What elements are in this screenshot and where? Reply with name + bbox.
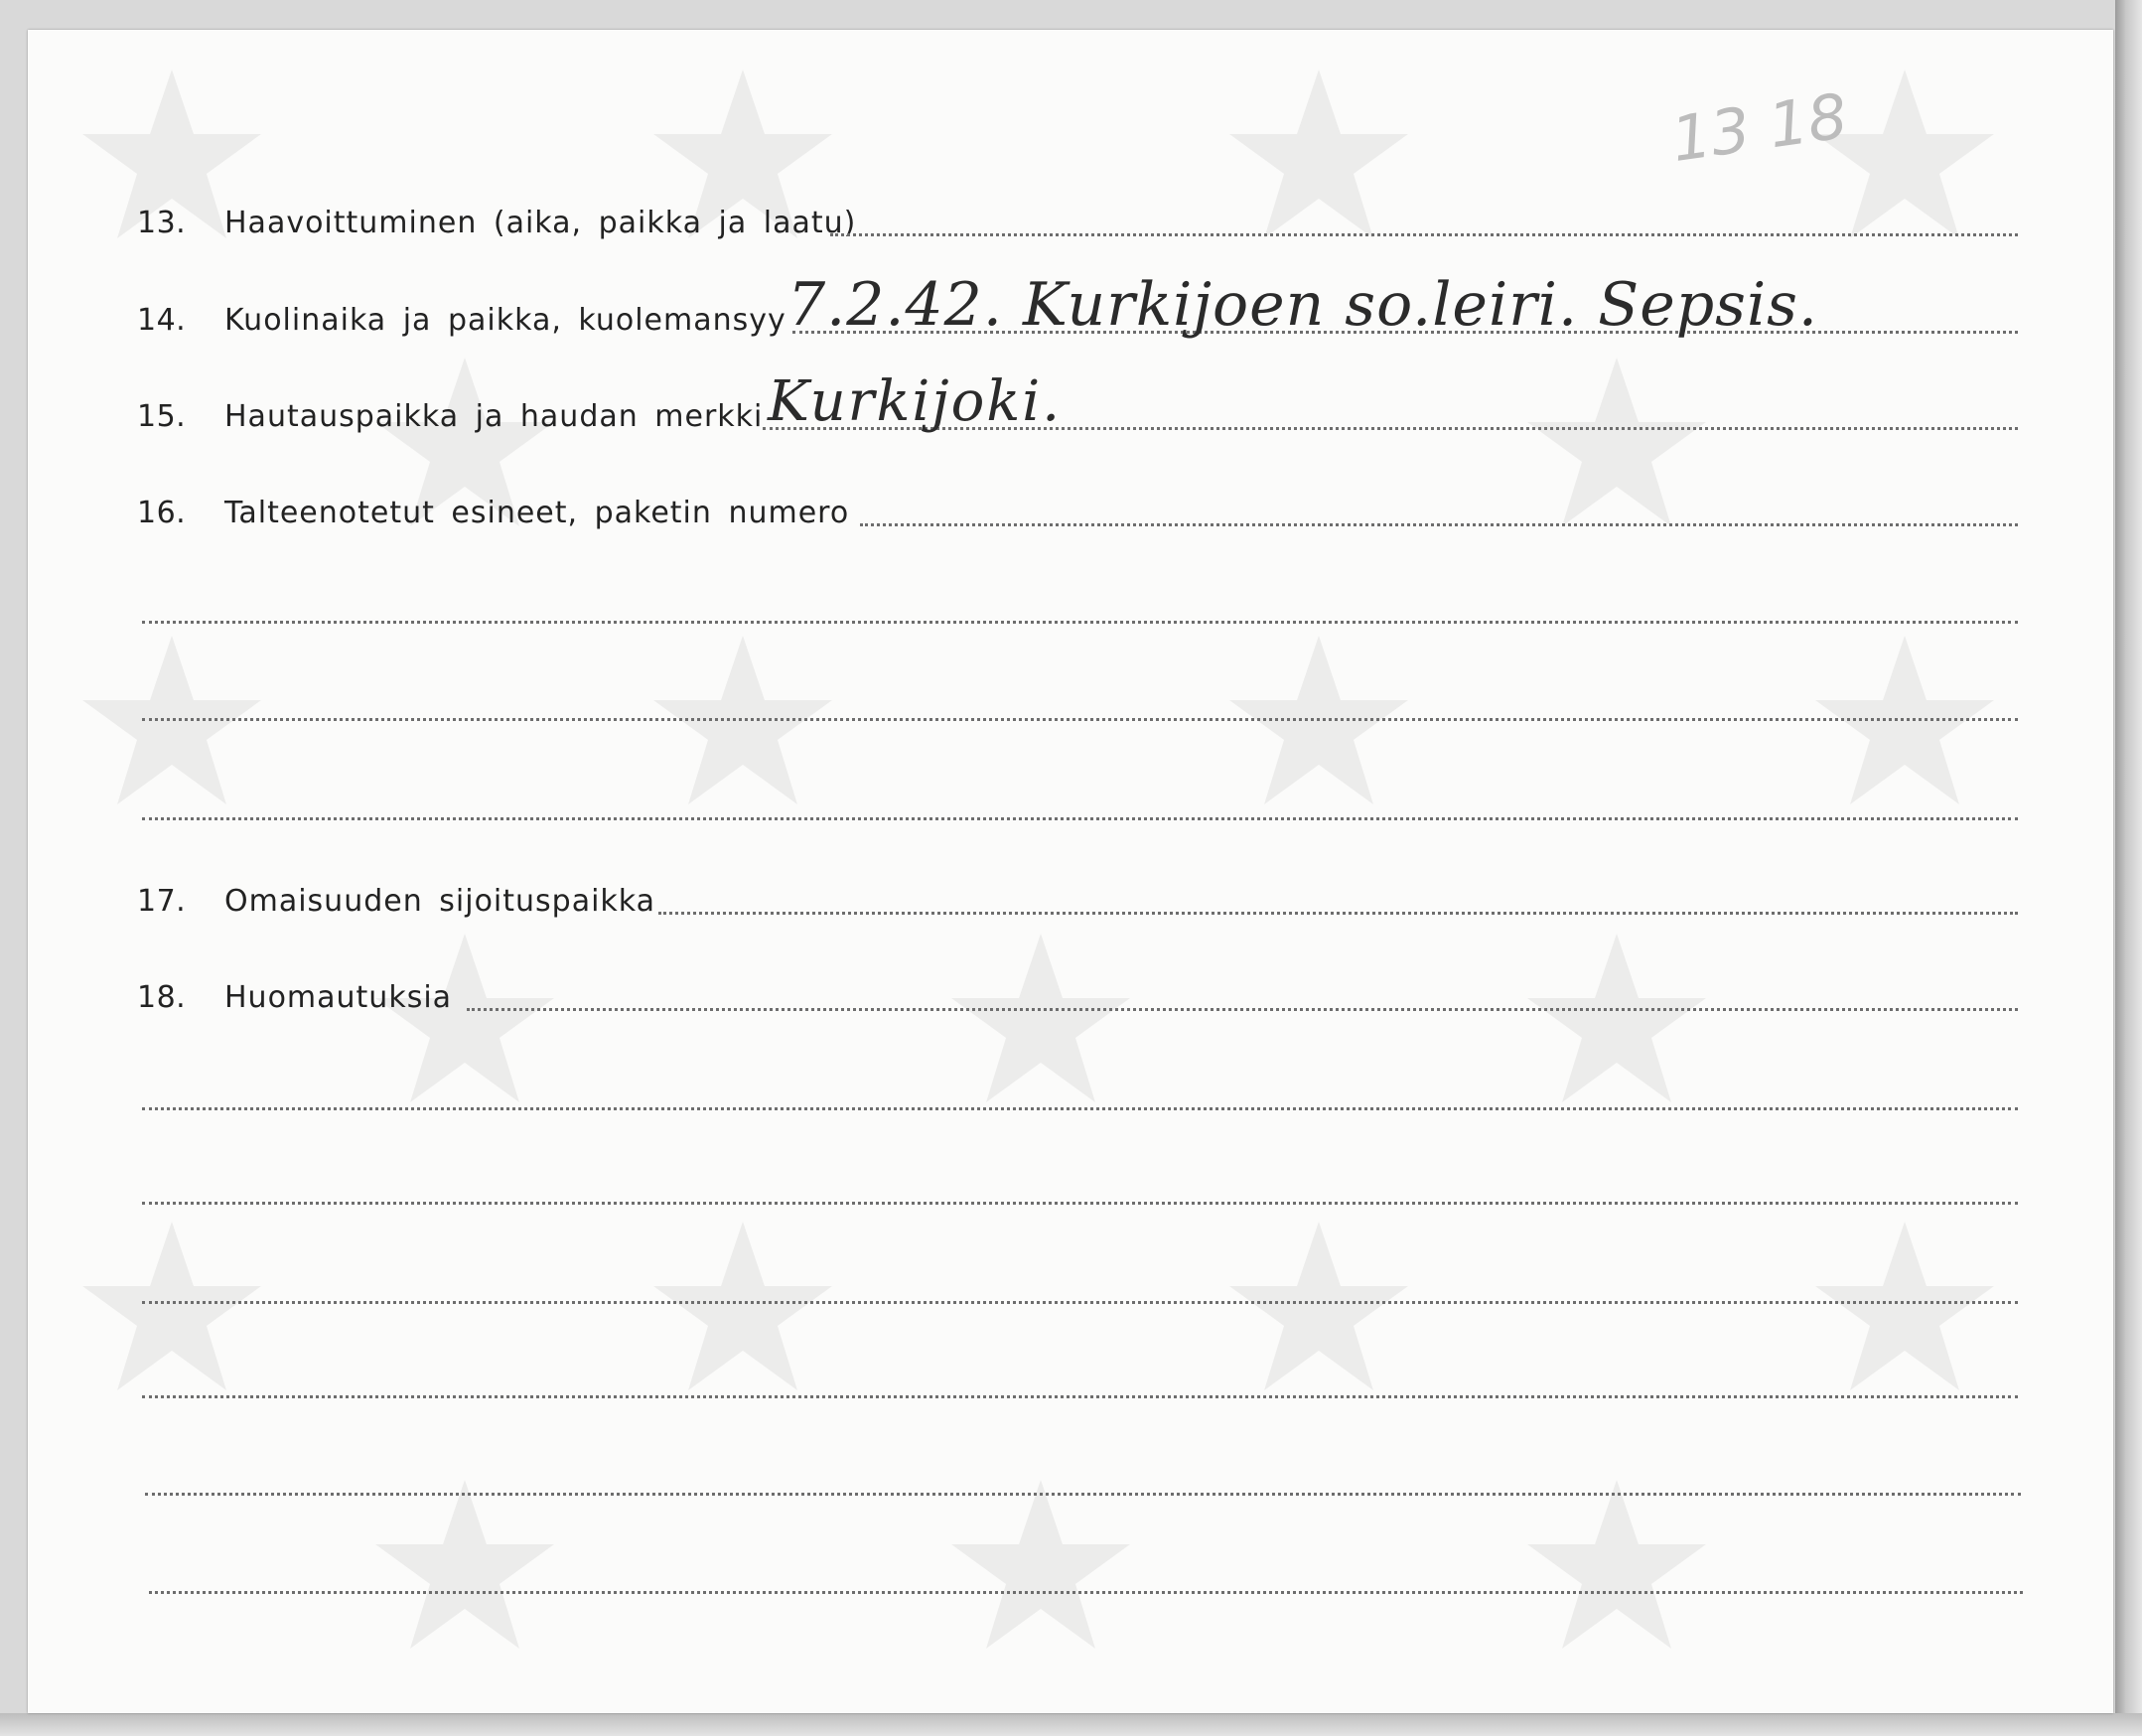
item-number: 17. <box>137 884 187 919</box>
fill-line <box>149 1591 2023 1594</box>
blank-row <box>28 1546 2113 1606</box>
fill-line <box>142 1107 2018 1110</box>
field-label: Kuolinaika ja paikka, kuolemansyy <box>224 303 786 338</box>
field-label: Talteenotetut esineet, paketin numero <box>224 496 850 530</box>
fill-line <box>142 1301 2018 1304</box>
fill-line <box>860 523 2018 526</box>
item-number: 16. <box>137 496 187 530</box>
blank-row <box>28 576 2113 636</box>
fill-line <box>658 912 2018 915</box>
blank-row <box>28 1351 2113 1410</box>
scan-edge-right <box>2115 0 2142 1736</box>
field-label: Omaisuuden sijoituspaikka <box>224 884 656 919</box>
fill-line <box>142 1202 2018 1205</box>
form-row-14 <box>28 270 2113 346</box>
handwritten-entry: Kurkijoki. <box>768 369 1063 434</box>
blank-row <box>28 1063 2113 1122</box>
item-number: 15. <box>137 399 187 434</box>
fill-line <box>467 1008 2018 1011</box>
field-label: Haavoittuminen (aika, paikka ja laatu) <box>224 206 857 240</box>
form-row-16 <box>28 479 2113 538</box>
blank-row <box>28 1157 2113 1217</box>
form-row-18 <box>28 963 2113 1023</box>
fill-line <box>830 233 2018 236</box>
item-number: 18. <box>137 980 187 1015</box>
form-row-17 <box>28 867 2113 927</box>
item-number: 14. <box>137 303 187 338</box>
form-row-13 <box>28 189 2113 248</box>
field-label: Huomautuksia <box>224 980 453 1015</box>
blank-row <box>28 773 2113 832</box>
form-row-15 <box>28 369 2113 442</box>
handwritten-entry: 7.2.42. Kurkijoen so.leiri. Sepsis. <box>787 270 1819 340</box>
fill-line <box>145 1493 2021 1496</box>
fill-line <box>142 718 2018 721</box>
scan-edge-bottom <box>0 1713 2142 1736</box>
field-label: Hautauspaikka ja haudan merkki <box>224 399 764 434</box>
fill-line <box>142 621 2018 624</box>
pencil-note: 13 18 <box>1666 79 1852 176</box>
blank-row <box>28 673 2113 733</box>
item-number: 13. <box>137 206 187 240</box>
fill-line <box>142 1395 2018 1398</box>
fill-line <box>142 817 2018 820</box>
blank-row <box>28 1448 2113 1508</box>
form-card <box>28 30 2113 1713</box>
blank-row <box>28 1256 2113 1316</box>
